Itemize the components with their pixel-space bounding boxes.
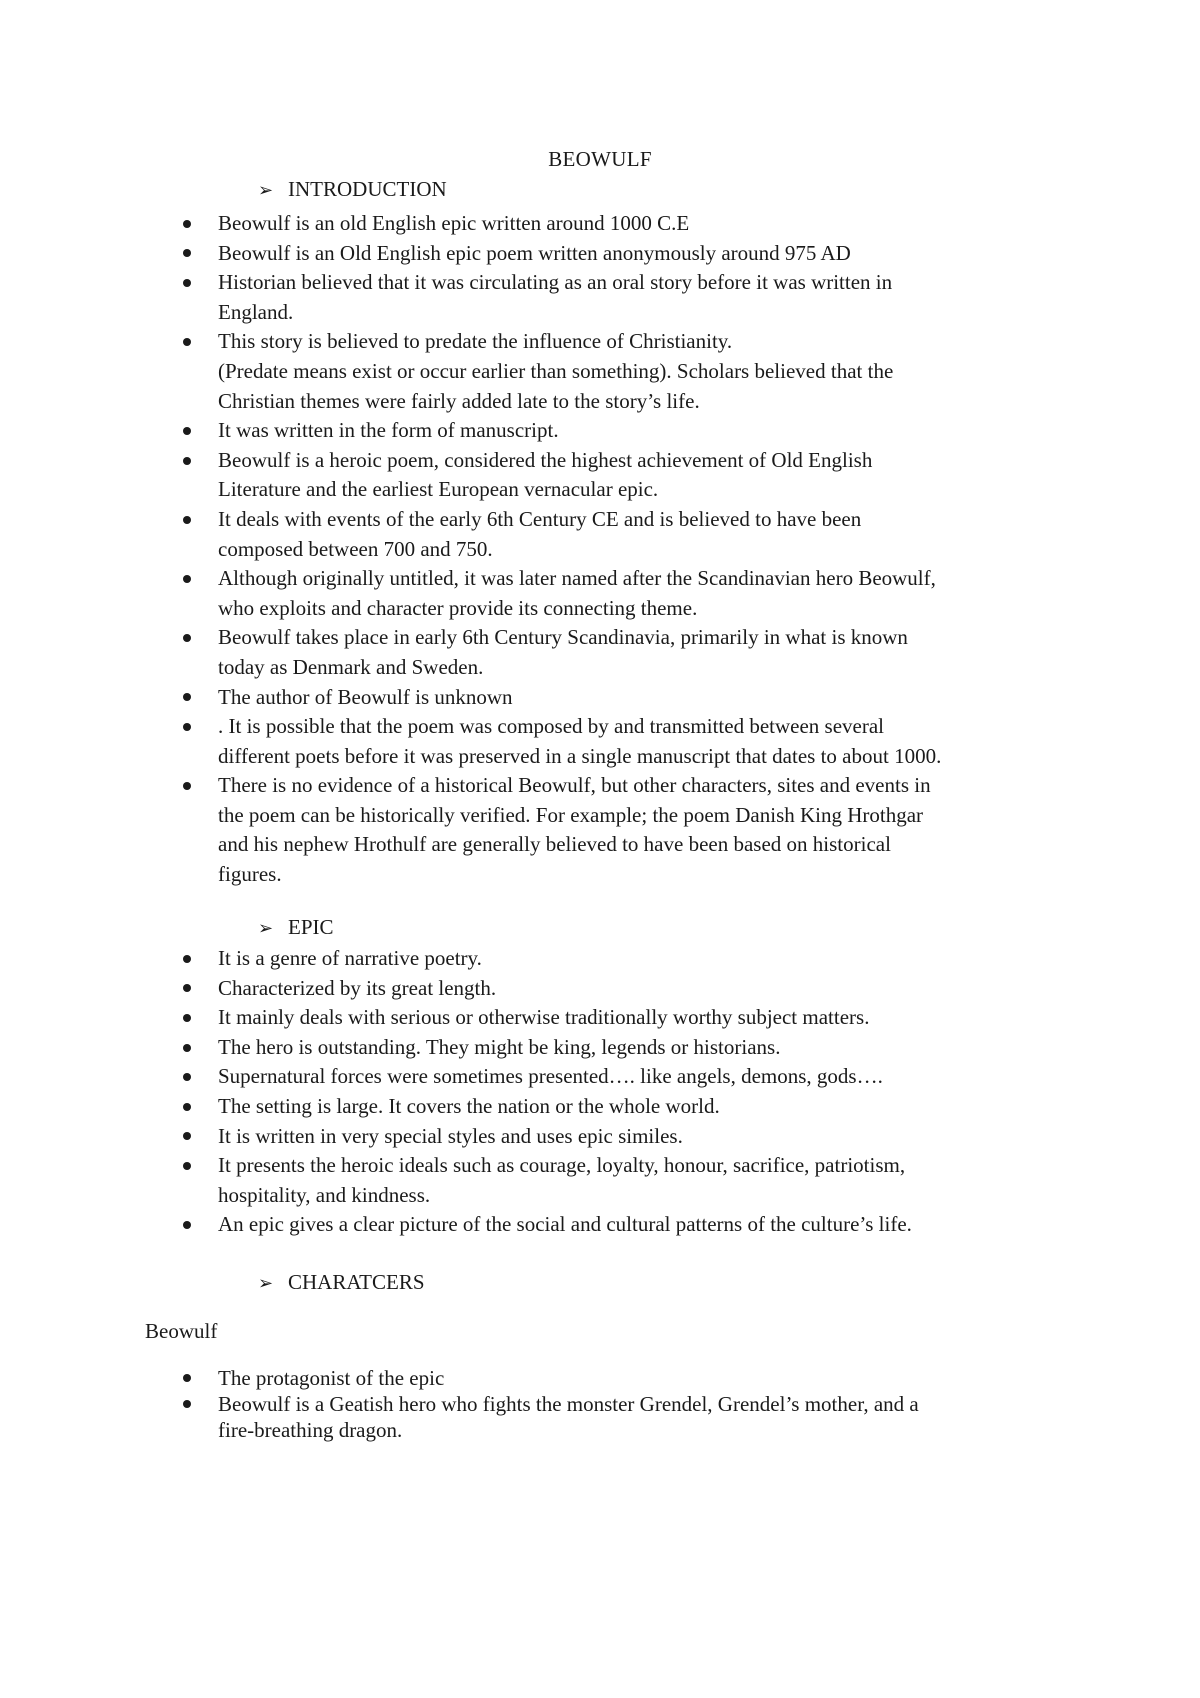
list-item-text: It was written in the form of manuscript. — [218, 418, 559, 443]
list-item — [0, 771, 1058, 889]
list-item — [0, 683, 1058, 713]
bullet-dot-icon — [183, 984, 191, 992]
list-item-text: today as Denmark and Sweden. — [218, 654, 484, 679]
list-item — [0, 268, 1058, 327]
list-item-text: Christian themes were fairly added late to the story’s life. — [218, 388, 700, 413]
bullet-dot-icon — [183, 634, 191, 642]
bullet-dot-icon — [183, 1073, 191, 1081]
list-item-text: There is no evidence of a historical Beowulf, but other characters, sites and events in — [218, 773, 931, 798]
list-item-text: This story is believed to predate the influence of Christianity. — [218, 329, 733, 354]
epic-bullet-list — [0, 944, 1058, 1240]
bullet-dot-icon — [183, 575, 191, 583]
list-item — [0, 1003, 1058, 1033]
section-heading-label: EPIC — [288, 915, 334, 939]
list-item-text: Beowulf is a Geatish hero who fights the monster Grendel, Grendel’s mother, and a — [218, 1392, 919, 1416]
list-item-text: The hero is outstanding. They might be king, legends or historians. — [218, 1034, 781, 1059]
list-item — [0, 209, 1058, 239]
list-item-text: fire-breathing dragon. — [218, 1418, 403, 1442]
bullet-dot-icon — [183, 955, 191, 963]
document-title: BEOWULF — [548, 147, 652, 171]
bullet-dot-icon — [183, 220, 191, 228]
list-item-text: It deals with events of the early 6th Century CE and is believed to have been — [218, 506, 862, 531]
bullet-dot-icon — [183, 1400, 191, 1408]
list-item-text: It is a genre of narrative poetry. — [218, 946, 482, 970]
list-item — [0, 505, 1058, 564]
list-item-text: It presents the heroic ideals such as courage, loyalty, honour, sacrifice, patriotism, — [218, 1153, 906, 1178]
list-item-text: and his nephew Hrothulf are generally believed to have been based on historical — [218, 832, 891, 857]
list-item-text: figures. — [218, 862, 282, 887]
list-item — [0, 1062, 1058, 1092]
list-item-text: The protagonist of the epic — [218, 1366, 445, 1390]
bullet-dot-icon — [183, 516, 191, 524]
list-item-text: hospitality, and kindness. — [218, 1182, 431, 1207]
list-item — [0, 327, 1058, 416]
character-name-beowulf: Beowulf — [145, 1319, 218, 1343]
list-item-text: composed between 700 and 750. — [218, 536, 493, 561]
list-item-text: Beowulf is an old English epic written around 1000 C.E — [218, 211, 690, 235]
list-item-text: It mainly deals with serious or otherwise traditionally worthy subject matters. — [218, 1005, 870, 1030]
bullet-dot-icon — [183, 1132, 191, 1140]
list-item — [0, 712, 1058, 771]
bullet-dot-icon — [183, 1221, 191, 1229]
bullet-dot-icon — [183, 338, 191, 346]
list-item — [0, 239, 1058, 269]
arrow-bullet-icon: ➢ — [258, 1273, 274, 1294]
characters-bullet-list — [0, 1365, 1058, 1443]
bullet-dot-icon — [183, 457, 191, 465]
list-item — [0, 1210, 1058, 1240]
section-heading-epic — [258, 915, 334, 941]
bullet-dot-icon — [183, 427, 191, 435]
list-item — [0, 1092, 1058, 1122]
list-item-text: Literature and the earliest European vernacular epic. — [218, 477, 659, 502]
list-item — [0, 1122, 1058, 1152]
list-item-text: An epic gives a clear picture of the social and cultural patterns of the culture’s life. — [218, 1212, 912, 1237]
bullet-dot-icon — [183, 1044, 191, 1052]
list-item-text: the poem can be historically verified. For example; the poem Danish King Hrothgar — [218, 802, 924, 827]
bullet-dot-icon — [183, 1103, 191, 1111]
list-item — [0, 1365, 1058, 1391]
list-item — [0, 416, 1058, 446]
bullet-dot-icon — [183, 693, 191, 701]
list-item-text: Historian believed that it was circulating as an oral story before it was written in — [218, 270, 893, 295]
bullet-dot-icon — [183, 279, 191, 287]
list-item — [0, 564, 1058, 623]
list-item-text: Beowulf is an Old English epic poem written anonymously around 975 AD — [218, 240, 851, 265]
list-item-text: Although originally untitled, it was later named after the Scandinavian hero Beowulf, — [218, 566, 936, 591]
section-heading-label: INTRODUCTION — [288, 177, 447, 201]
list-item — [0, 446, 1058, 505]
section-heading-label: CHARATCERS — [288, 1270, 425, 1294]
list-item — [0, 1151, 1058, 1210]
section-heading-introduction — [258, 177, 447, 203]
list-item-text: who exploits and character provide its connecting theme. — [218, 595, 698, 620]
list-item-text: . It is possible that the poem was composed by and transmitted between several — [218, 714, 885, 739]
list-item-text: The author of Beowulf is unknown — [218, 684, 513, 709]
bullet-dot-icon — [183, 782, 191, 790]
bullet-dot-icon — [183, 1014, 191, 1022]
bullet-dot-icon — [183, 1162, 191, 1170]
list-item-text: different poets before it was preserved in a single manuscript that dates to about 1000. — [218, 743, 942, 768]
list-item-text: Beowulf takes place in early 6th Century Scandinavia, primarily in what is known — [218, 625, 908, 650]
bullet-dot-icon — [183, 249, 191, 257]
bullet-dot-icon — [183, 723, 191, 731]
introduction-bullet-list — [0, 209, 1058, 890]
list-item — [0, 944, 1058, 974]
list-item-text: (Predate means exist or occur earlier than something). Scholars believed that the — [218, 358, 894, 383]
section-heading-characters — [258, 1270, 425, 1296]
list-item-text: The setting is large. It covers the nation or the whole world. — [218, 1093, 720, 1118]
list-item-text: Characterized by its great length. — [218, 975, 497, 1000]
arrow-bullet-icon: ➢ — [258, 180, 274, 201]
list-item-text: Supernatural forces were sometimes presented…. like angels, demons, gods…. — [218, 1064, 883, 1089]
list-item-text: Beowulf is a heroic poem, considered the highest achievement of Old English — [218, 447, 873, 472]
arrow-bullet-icon: ➢ — [258, 918, 274, 939]
list-item — [0, 623, 1058, 682]
list-item — [0, 1391, 1058, 1443]
list-item-text: England. — [218, 299, 294, 324]
list-item — [0, 1033, 1058, 1063]
bullet-dot-icon — [183, 1374, 191, 1382]
list-item — [0, 974, 1058, 1004]
list-item-text: It is written in very special styles and uses epic similes. — [218, 1123, 683, 1148]
